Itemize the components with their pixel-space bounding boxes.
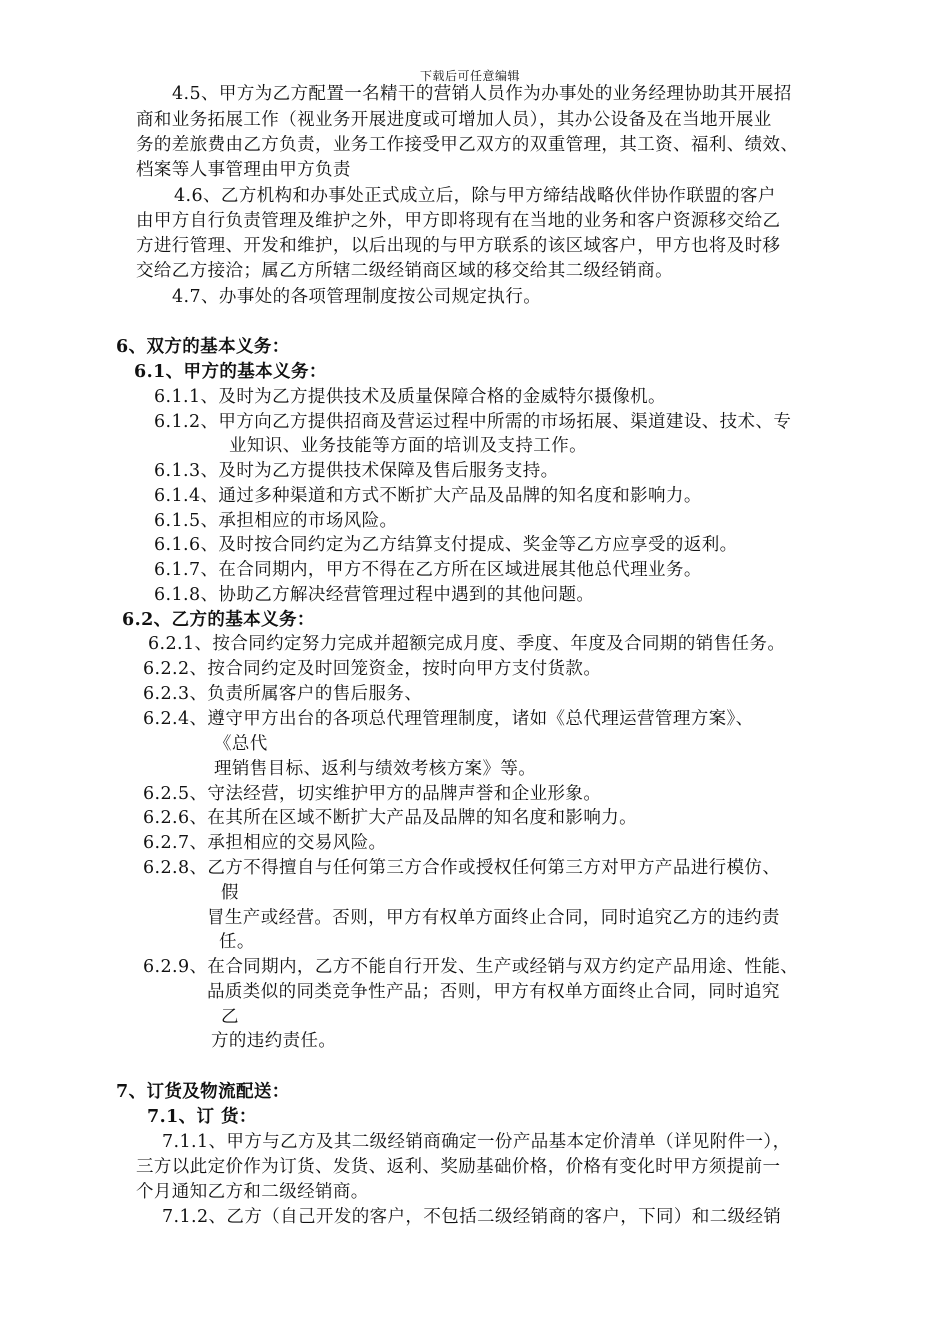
- item-6-2-9-line-4: 方的违约责任。: [211, 1031, 337, 1051]
- clause-4-6-line-3: 方进行管理、开发和维护，以后出现的与甲方联系的该区域客户，甲方也将及时移: [136, 236, 781, 256]
- section-7-1-heading: 7.1、订 货：: [147, 1107, 257, 1127]
- clause-7-1-2-line-1: 7.1.2、乙方（自己开发的客户，不包括二级经销商的客户，下同）和二级经销: [162, 1207, 782, 1227]
- item-6-1-2-line-2: 业知识、业务技能等方面的培训及支持工作。: [229, 436, 587, 456]
- item-6-1-7: 6.1.7、在合同期内，甲方不得在乙方所在区域进展其他总代理业务。: [154, 560, 702, 580]
- section-7-heading: 7、订货及物流配送：: [116, 1082, 290, 1102]
- section-6-heading: 6、双方的基本义务：: [116, 337, 290, 357]
- clause-4-6-line-1: 4.6、乙方机构和办事处正式成立后，除与甲方缔结战略伙伴协作联盟的客户: [174, 186, 776, 206]
- clause-7-1-1-line-1: 7.1.1、甲方与乙方及其二级经销商确定一份产品基本定价清单（详见附件一），: [162, 1132, 791, 1152]
- item-6-2-9-line-2: 品质类似的同类竞争性产品；否则，甲方有权单方面终止合同，同时追究: [207, 982, 780, 1002]
- clause-4-5-line-3: 务的差旅费由乙方负责，业务工作接受甲乙双方的双重管理，其工资、福利、绩效、: [136, 135, 799, 155]
- section-6-1-heading: 6.1、甲方的基本义务：: [134, 362, 327, 382]
- item-6-2-1: 6.2.1、按合同约定努力完成并超额完成月度、季度、年度及合同期的销售任务。: [148, 634, 786, 654]
- item-6-2-7: 6.2.7、承担相应的交易风险。: [143, 833, 387, 853]
- page-header-note: 下载后可任意编辑: [420, 69, 521, 83]
- item-6-2-9-line-1: 6.2.9、在合同期内，乙方不能自行开发、生产或经销与双方约定产品用途、性能、: [143, 957, 799, 977]
- item-6-2-8-line-3: 冒生产或经营。否则，甲方有权单方面终止合同，同时追究乙方的违约责: [207, 908, 780, 928]
- item-6-1-2-line-1: 6.1.2、甲方向乙方提供招商及营运过程中所需的市场拓展、渠道建设、技术、专: [154, 412, 792, 432]
- item-6-2-4-line-2: 《总代: [214, 734, 268, 754]
- item-6-2-8-line-4: 任。: [219, 932, 255, 952]
- clause-4-5-line-2: 商和业务拓展工作（视业务开展进度或可增加人员），其办公设备及在当地开展业: [136, 110, 772, 130]
- item-6-2-8-line-1: 6.2.8、乙方不得擅自与任何第三方合作或授权任何第三方对甲方产品进行模仿、: [143, 858, 781, 878]
- item-6-2-9-line-3: 乙: [221, 1007, 239, 1027]
- clause-4-6-line-4: 交给乙方接洽；属乙方所辖二级经销商区域的移交给其二级经销商。: [136, 261, 673, 281]
- item-6-1-6: 6.1.6、及时按合同约定为乙方结算支付提成、奖金等乙方应享受的返利。: [154, 535, 738, 555]
- item-6-1-5: 6.1.5、承担相应的市场风险。: [154, 511, 398, 531]
- item-6-1-8: 6.1.8、协助乙方解决经营管理过程中遇到的其他问题。: [154, 585, 595, 605]
- item-6-1-1: 6.1.1、及时为乙方提供技术及质量保障合格的金威特尔摄像机。: [154, 387, 666, 407]
- item-6-2-6: 6.2.6、在其所在区域不断扩大产品及品牌的知名度和影响力。: [143, 808, 638, 828]
- clause-4-7: 4.7、办事处的各项管理制度按公司规定执行。: [172, 287, 542, 307]
- item-6-2-5: 6.2.5、守法经营，切实维护甲方的品牌声誉和企业形象。: [143, 784, 602, 804]
- item-6-2-4-line-1: 6.2.4、遵守甲方出台的各项总代理管理制度，诸如《总代理运营管理方案》、: [143, 709, 754, 729]
- item-6-1-4: 6.1.4、通过多种渠道和方式不断扩大产品及品牌的知名度和影响力。: [154, 486, 702, 506]
- section-6-2-heading: 6.2、乙方的基本义务：: [122, 610, 315, 630]
- clause-7-1-1-line-2: 三方以此定价作为订货、发货、返利、奖励基础价格，价格有变化时甲方须提前一: [136, 1157, 781, 1177]
- item-6-2-4-line-3: 理销售目标、返利与绩效考核方案》等。: [214, 759, 537, 779]
- item-6-2-3: 6.2.3、负责所属客户的售后服务、: [143, 684, 423, 704]
- clause-4-5-line-4: 档案等人事管理由甲方负责: [136, 160, 351, 180]
- clause-7-1-1-line-3: 个月通知乙方和二级经销商。: [136, 1182, 369, 1202]
- item-6-2-8-line-2: 假: [221, 883, 239, 903]
- item-6-1-3: 6.1.3、及时为乙方提供技术保障及售后服务支持。: [154, 461, 559, 481]
- clause-4-5-line-1: 4.5、甲方为乙方配置一名精干的营销人员作为办事处的业务经理协助其开展招: [172, 84, 792, 104]
- item-6-2-2: 6.2.2、按合同约定及时回笼资金，按时向甲方支付货款。: [143, 659, 602, 679]
- clause-4-6-line-2: 由甲方自行负责管理及维护之外，甲方即将现有在当地的业务和客户资源移交给乙: [136, 211, 781, 231]
